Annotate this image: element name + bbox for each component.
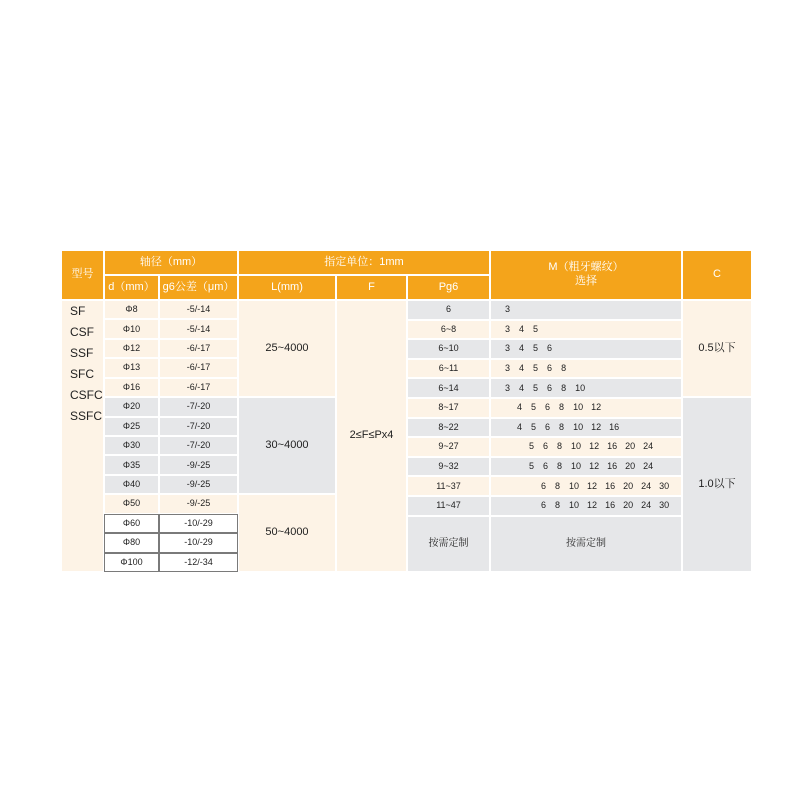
l-group-3: 50~4000 [238, 494, 336, 572]
l-group-1: 25~4000 [238, 300, 336, 397]
shaft-diameter-cell: Φ40 [104, 475, 159, 494]
pg-cell: 11~37 [407, 476, 490, 496]
header-m-line1: M（粗牙螺纹） [548, 261, 624, 274]
thread-size-value: 8 [555, 480, 561, 491]
thread-size-value: 8 [555, 500, 561, 511]
c-value-1: 0.5以下 [682, 300, 752, 397]
thread-size-value: 4 [519, 362, 525, 373]
thread-size-value: 5 [533, 323, 539, 334]
thread-size-value: 5 [531, 421, 537, 432]
model-item: SF [70, 304, 86, 318]
tolerance-cell: -5/-14 [159, 319, 238, 338]
thread-size-value: 6 [547, 362, 553, 373]
model-list [61, 300, 104, 572]
thread-size-value: 5 [529, 460, 535, 471]
tolerance-cell: -9/-25 [159, 494, 238, 513]
header-c: C [682, 250, 752, 300]
shaft-diameter-cell: Φ12 [104, 339, 159, 358]
pg-cell: 9~32 [407, 457, 490, 477]
pg-cell: 8~17 [407, 398, 490, 418]
tolerance-cell: -9/-25 [159, 455, 238, 474]
thread-size-value: 6 [545, 402, 551, 413]
header-pg: Pg6 [407, 275, 490, 300]
pg-cell: 9~27 [407, 437, 490, 457]
thread-size-value: 6 [547, 343, 553, 354]
pg-cell: 11~47 [407, 496, 490, 516]
thread-size-value: 4 [519, 382, 525, 393]
thread-size-row [490, 359, 682, 379]
thread-size-value: 12 [587, 480, 598, 491]
custom-pg: 按需定制 [407, 516, 490, 572]
shaft-diameter-cell: Φ20 [104, 397, 159, 416]
thread-size-value: 8 [559, 421, 565, 432]
thread-size-value: 6 [541, 500, 547, 511]
shaft-diameter-cell: Φ8 [104, 300, 159, 319]
pg-cell: 6~11 [407, 359, 490, 379]
thread-size-value: 5 [533, 343, 539, 354]
thread-size-value: 6 [545, 421, 551, 432]
header-model: 型号 [61, 250, 104, 300]
thread-size-row [490, 476, 682, 496]
thread-size-value: 6 [543, 441, 549, 452]
thread-size-value: 8 [557, 460, 563, 471]
model-item: SSFC [70, 409, 103, 423]
thread-size-row [490, 437, 682, 457]
header-l: L(mm) [238, 275, 336, 300]
pg-cell: 6~10 [407, 339, 490, 359]
pg-cell: 6~14 [407, 378, 490, 398]
tolerance-cell: -6/-17 [159, 358, 238, 377]
thread-size-value: 5 [533, 382, 539, 393]
thread-size-value: 16 [609, 421, 620, 432]
thread-size-row [490, 300, 682, 320]
thread-size-row [490, 457, 682, 477]
thread-size-value: 3 [505, 323, 511, 334]
thread-size-value: 6 [547, 382, 553, 393]
thread-size-value: 12 [591, 402, 602, 413]
custom-m: 按需定制 [490, 516, 682, 572]
model-item: SFC [70, 367, 94, 381]
thread-size-value: 4 [517, 402, 523, 413]
pg-cell: 8~22 [407, 418, 490, 438]
header-m-line2: 选择 [575, 275, 597, 287]
shaft-diameter-cell: Φ13 [104, 358, 159, 377]
thread-size-value: 12 [589, 460, 600, 471]
model-item: SSF [70, 346, 94, 360]
f-value: 2≤F≤Px4 [336, 300, 407, 572]
tolerance-cell: -10/-29 [159, 533, 238, 552]
tolerance-cell: -10/-29 [159, 514, 238, 533]
thread-size-value: 12 [587, 500, 598, 511]
thread-size-row [490, 398, 682, 418]
header-shaft: 轴径（mm） [104, 250, 238, 275]
shaft-diameter-cell: Φ50 [104, 494, 159, 513]
thread-size-value: 10 [573, 402, 584, 413]
thread-size-value: 8 [557, 441, 563, 452]
thread-size-value: 16 [607, 460, 618, 471]
thread-size-row [490, 418, 682, 438]
thread-size-value: 16 [605, 500, 616, 511]
thread-size-value: 12 [589, 441, 600, 452]
pg-cell: 6~8 [407, 320, 490, 340]
spec-table [61, 250, 752, 572]
tolerance-cell: -9/-25 [159, 475, 238, 494]
thread-size-value: 24 [643, 441, 654, 452]
model-item: CSFC [70, 388, 103, 402]
thread-size-value: 12 [591, 421, 602, 432]
thread-size-value: 8 [561, 382, 567, 393]
shaft-diameter-cell: Φ25 [104, 417, 159, 436]
thread-size-value: 20 [623, 480, 634, 491]
tolerance-cell: -12/-34 [159, 553, 238, 572]
thread-size-value: 4 [519, 323, 525, 334]
thread-size-value: 30 [659, 480, 670, 491]
thread-size-value: 5 [533, 362, 539, 373]
header-unit: 指定单位：1mm [238, 250, 490, 275]
thread-size-value: 3 [505, 304, 511, 315]
thread-size-value: 10 [569, 500, 580, 511]
tolerance-cell: -5/-14 [159, 300, 238, 319]
thread-size-value: 8 [561, 362, 567, 373]
shaft-diameter-cell: Φ35 [104, 455, 159, 474]
thread-size-value: 5 [531, 402, 537, 413]
tolerance-cell: -7/-20 [159, 436, 238, 455]
l-group-2: 30~4000 [238, 397, 336, 494]
thread-size-value: 4 [519, 343, 525, 354]
thread-size-value: 8 [559, 402, 565, 413]
shaft-diameter-cell: Φ10 [104, 319, 159, 338]
thread-size-value: 20 [625, 441, 636, 452]
tolerance-cell: -7/-20 [159, 397, 238, 416]
thread-size-value: 24 [641, 500, 652, 511]
thread-size-row [490, 339, 682, 359]
thread-size-row [490, 496, 682, 516]
thread-size-value: 3 [505, 343, 511, 354]
thread-size-value: 10 [571, 460, 582, 471]
thread-size-row [490, 320, 682, 340]
header-d: d（mm） [104, 275, 159, 300]
thread-size-value: 24 [641, 480, 652, 491]
thread-size-value: 3 [505, 382, 511, 393]
tolerance-cell: -6/-17 [159, 378, 238, 397]
shaft-diameter-cell: Φ100 [104, 553, 159, 572]
thread-size-value: 10 [575, 382, 586, 393]
thread-size-value: 30 [659, 500, 670, 511]
thread-size-value: 6 [541, 480, 547, 491]
header-tol: g6公差（μm） [159, 275, 238, 300]
thread-size-value: 16 [605, 480, 616, 491]
thread-size-value: 10 [571, 441, 582, 452]
model-item: CSF [70, 325, 94, 339]
thread-size-value: 3 [505, 362, 511, 373]
thread-size-row [490, 378, 682, 398]
thread-size-value: 10 [573, 421, 584, 432]
thread-size-value: 6 [543, 460, 549, 471]
thread-size-value: 4 [517, 421, 523, 432]
thread-size-value: 20 [625, 460, 636, 471]
shaft-diameter-cell: Φ16 [104, 378, 159, 397]
header-f: F [336, 275, 407, 300]
shaft-diameter-cell: Φ30 [104, 436, 159, 455]
header-m [490, 250, 682, 300]
thread-size-value: 10 [569, 480, 580, 491]
tolerance-cell: -7/-20 [159, 417, 238, 436]
pg-cell: 6 [407, 300, 490, 320]
tolerance-cell: -6/-17 [159, 339, 238, 358]
shaft-diameter-cell: Φ80 [104, 533, 159, 552]
thread-size-value: 16 [607, 441, 618, 452]
c-value-2: 1.0以下 [682, 397, 752, 572]
thread-size-value: 5 [529, 441, 535, 452]
shaft-diameter-cell: Φ60 [104, 514, 159, 533]
thread-size-value: 24 [643, 460, 654, 471]
thread-size-value: 20 [623, 500, 634, 511]
